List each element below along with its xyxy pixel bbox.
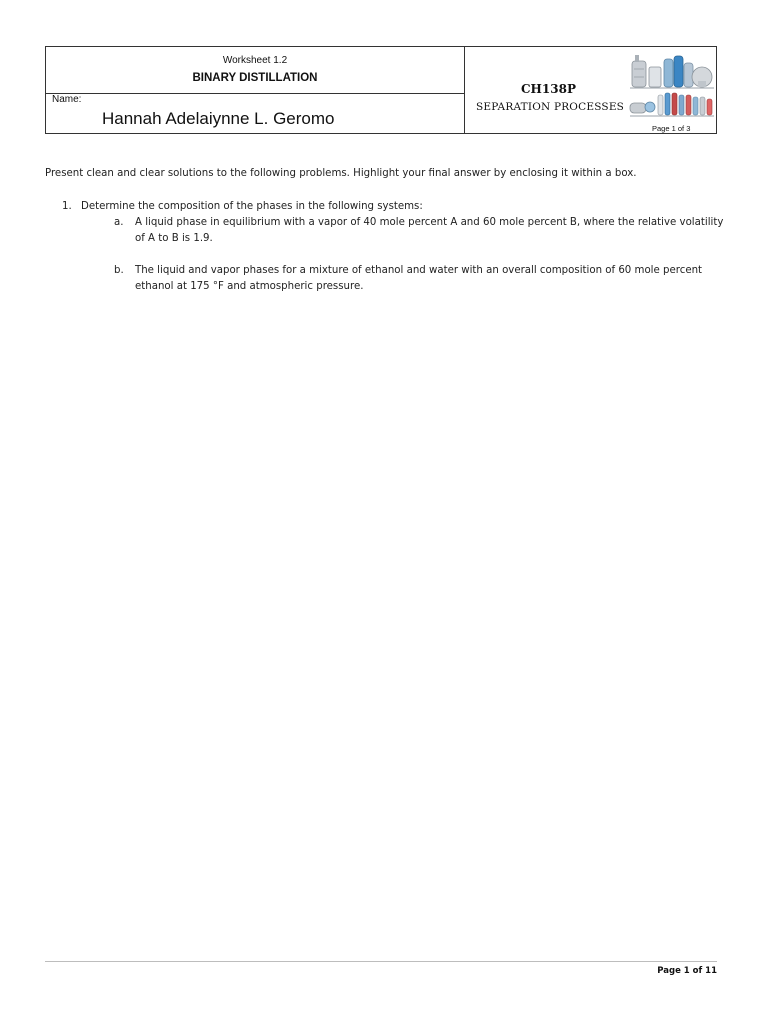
part-a-letter: a. — [114, 217, 124, 228]
footer-rule — [45, 961, 717, 962]
part-b-letter: b. — [114, 265, 124, 276]
part-a-line-2: of A to B is 1.9. — [135, 233, 213, 244]
student-name: Hannah Adelaiynne L. Geromo — [102, 109, 335, 128]
worksheet-title: Worksheet 1.2 — [222, 55, 288, 66]
part-a-line-1: A liquid phase in equilibrium with a vapor of 40 mole percent A and 60 mole percent B, where the relative volatility — [135, 217, 724, 228]
question-stem: Determine the composition of the phases in the following systems: — [81, 201, 423, 212]
header-page-number: Page 1 of 3 — [652, 124, 691, 133]
header-right-panel — [465, 47, 716, 133]
part-b-line-1: The liquid and vapor phases for a mixture of ethanol and water with an overall composition of 60 mole percent — [135, 265, 703, 276]
chemical-equipment-icon — [628, 51, 716, 123]
question-number: 1. — [62, 201, 72, 212]
header-divider — [46, 93, 464, 94]
course-name: SEPARATION PROCESSES — [476, 101, 625, 113]
footer-page-number: Page 1 of 11 — [657, 966, 717, 976]
name-label: Name: — [52, 94, 82, 105]
course-code: CH138P — [521, 82, 576, 96]
worksheet-header — [45, 46, 717, 134]
header-left-panel — [46, 47, 465, 133]
worksheet-topic: BINARY DISTILLATION — [192, 72, 318, 84]
instructions-text: Present clean and clear solutions to the following problems. Highlight your final answer by enclosing it within a box. — [45, 168, 637, 179]
part-b-line-2: ethanol at 175 °F and atmospheric pressure. — [135, 281, 364, 292]
